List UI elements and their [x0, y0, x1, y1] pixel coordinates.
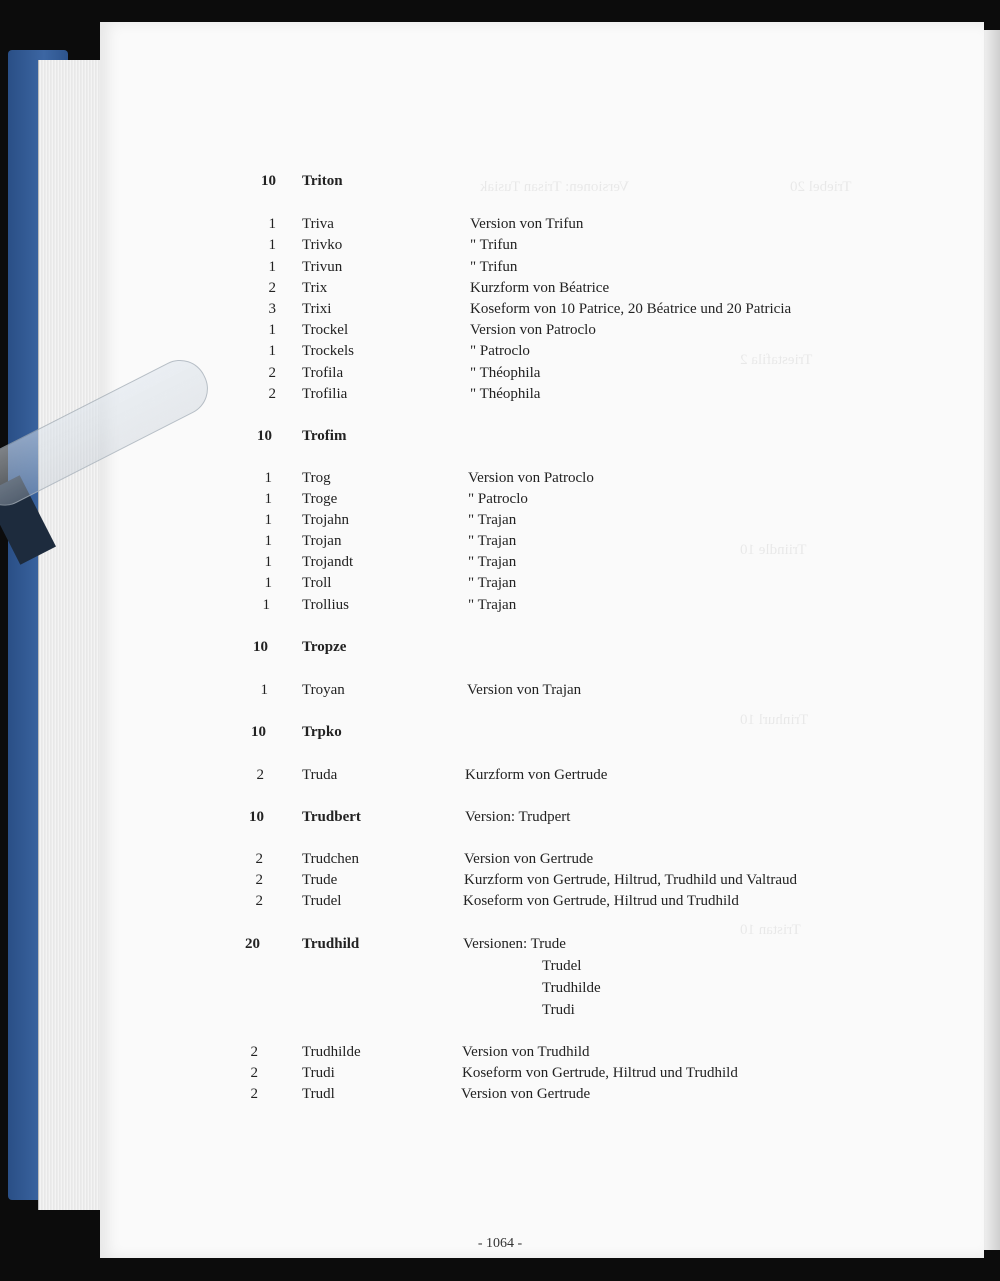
entry-count: 10	[257, 428, 272, 444]
entry-name: Trockels	[302, 343, 354, 359]
entry-name: Trivun	[302, 259, 343, 275]
entry-description: Version von Patroclo	[470, 322, 596, 338]
entry-description: " Patroclo	[470, 343, 530, 359]
show-through-text: Trinhurl 10	[740, 712, 809, 728]
entry-description: " Trajan	[468, 512, 517, 528]
entry-name: Triva	[302, 216, 334, 232]
page-number: - 1064 -	[477, 1236, 523, 1251]
entry-count: 1	[268, 237, 276, 253]
entry-count: 10	[261, 173, 276, 189]
entry-name: Truda	[302, 767, 338, 783]
entry-name: Triton	[302, 173, 343, 189]
entry-description: " Trajan	[468, 575, 517, 591]
entry-description: Koseform von Gertrude, Hiltrud und Trudhild	[462, 1065, 738, 1081]
entry-name: Trofim	[302, 428, 347, 444]
entry-count: 1	[268, 216, 276, 232]
entry-name: Trudbert	[302, 809, 361, 825]
entry-description: " Trajan	[468, 554, 517, 570]
entry-description: Version: Trudpert	[465, 809, 571, 825]
entry-name: Troge	[302, 491, 338, 507]
entry-count: 10	[251, 724, 266, 740]
entry-name: Trudi	[302, 1065, 335, 1081]
entry-name: Trudchen	[302, 851, 359, 867]
entry-description: Version von Trifun	[470, 216, 584, 232]
entry-name: Trixi	[302, 301, 332, 317]
entry-count: 2	[250, 1065, 258, 1081]
entry-description: Version von Patroclo	[468, 470, 594, 486]
entry-name: Trix	[302, 280, 328, 296]
entry-description: " Trifun	[470, 259, 518, 275]
entry-count: 1	[264, 470, 272, 486]
entry-description: Trudi	[542, 1002, 575, 1018]
entry-name: Trofilia	[302, 386, 348, 402]
entry-name: Trog	[302, 470, 331, 486]
entry-name: Trojan	[302, 533, 342, 549]
entry-description: Kurzform von Gertrude	[465, 767, 608, 783]
entry-description: Version von Trajan	[467, 682, 582, 698]
entry-description: Kurzform von Gertrude, Hiltrud, Trudhild und Valtraud	[464, 872, 798, 888]
entry-name: Trojahn	[302, 512, 349, 528]
show-through-text: Tristan 10	[740, 922, 801, 938]
entry-description: " Théophila	[470, 386, 541, 402]
entry-description: " Théophila	[470, 365, 541, 381]
entry-description: " Trajan	[468, 533, 517, 549]
entry-count: 2	[255, 851, 263, 867]
entry-description: Koseform von 10 Patrice, 20 Béatrice und 20 Patricia	[470, 301, 792, 317]
entry-name: Trudl	[302, 1086, 335, 1102]
entry-count: 1	[268, 343, 276, 359]
entry-count: 2	[250, 1044, 258, 1060]
entry-name: Trockel	[302, 322, 349, 338]
entry-name: Trudhilde	[302, 1044, 361, 1060]
entry-name: Tropze	[302, 639, 347, 655]
entry-count: 3	[268, 301, 276, 317]
entry-count: 1	[264, 533, 272, 549]
entry-count: 1	[268, 259, 276, 275]
entry-description: Versionen: Trude	[463, 936, 566, 952]
entry-count: 1	[262, 597, 270, 613]
entry-count: 1	[264, 491, 272, 507]
entry-count: 1	[268, 322, 276, 338]
entry-name: Troyan	[302, 682, 345, 698]
entry-description: Trudel	[542, 958, 582, 974]
entry-count: 1	[264, 575, 272, 591]
entry-count: 2	[255, 872, 263, 888]
entry-name: Trpko	[302, 724, 342, 740]
entry-description: " Trajan	[468, 597, 517, 613]
entry-name: Trofila	[302, 365, 344, 381]
entry-name: Trude	[302, 872, 338, 888]
entry-count: 1	[264, 554, 272, 570]
entry-name: Trudel	[302, 893, 342, 909]
entry-description: Trudhilde	[542, 980, 601, 996]
entry-description: Version von Gertrude	[461, 1086, 591, 1102]
entry-count: 1	[260, 682, 268, 698]
show-through-text: Triindle 10	[740, 542, 807, 558]
entry-description: Kurzform von Béatrice	[470, 280, 610, 296]
entry-name: Trollius	[302, 597, 349, 613]
entry-count: 10	[249, 809, 264, 825]
entry-count: 2	[256, 767, 264, 783]
entry-count: 2	[250, 1086, 258, 1102]
entry-count: 20	[245, 936, 260, 952]
entry-description: " Trifun	[470, 237, 518, 253]
entry-count: 1	[264, 512, 272, 528]
entry-description: " Patroclo	[468, 491, 528, 507]
entry-name: Trudhild	[302, 936, 360, 952]
entry-count: 2	[268, 280, 276, 296]
entry-description: Koseform von Gertrude, Hiltrud und Trudhild	[463, 893, 739, 909]
entry-name: Trojandt	[302, 554, 354, 570]
show-through-text: Versionen: Trisan Tusiak	[480, 179, 630, 195]
show-through-text: Triebel 20	[790, 179, 852, 195]
entry-description: Version von Trudhild	[462, 1044, 590, 1060]
show-through-text: Triestafila 2	[740, 352, 813, 368]
entry-name: Trivko	[302, 237, 343, 253]
entry-count: 2	[268, 386, 276, 402]
entry-count: 2	[255, 893, 263, 909]
entry-name: Troll	[302, 575, 332, 591]
entry-count: 2	[268, 365, 276, 381]
entry-count: 10	[253, 639, 268, 655]
entry-description: Version von Gertrude	[464, 851, 594, 867]
